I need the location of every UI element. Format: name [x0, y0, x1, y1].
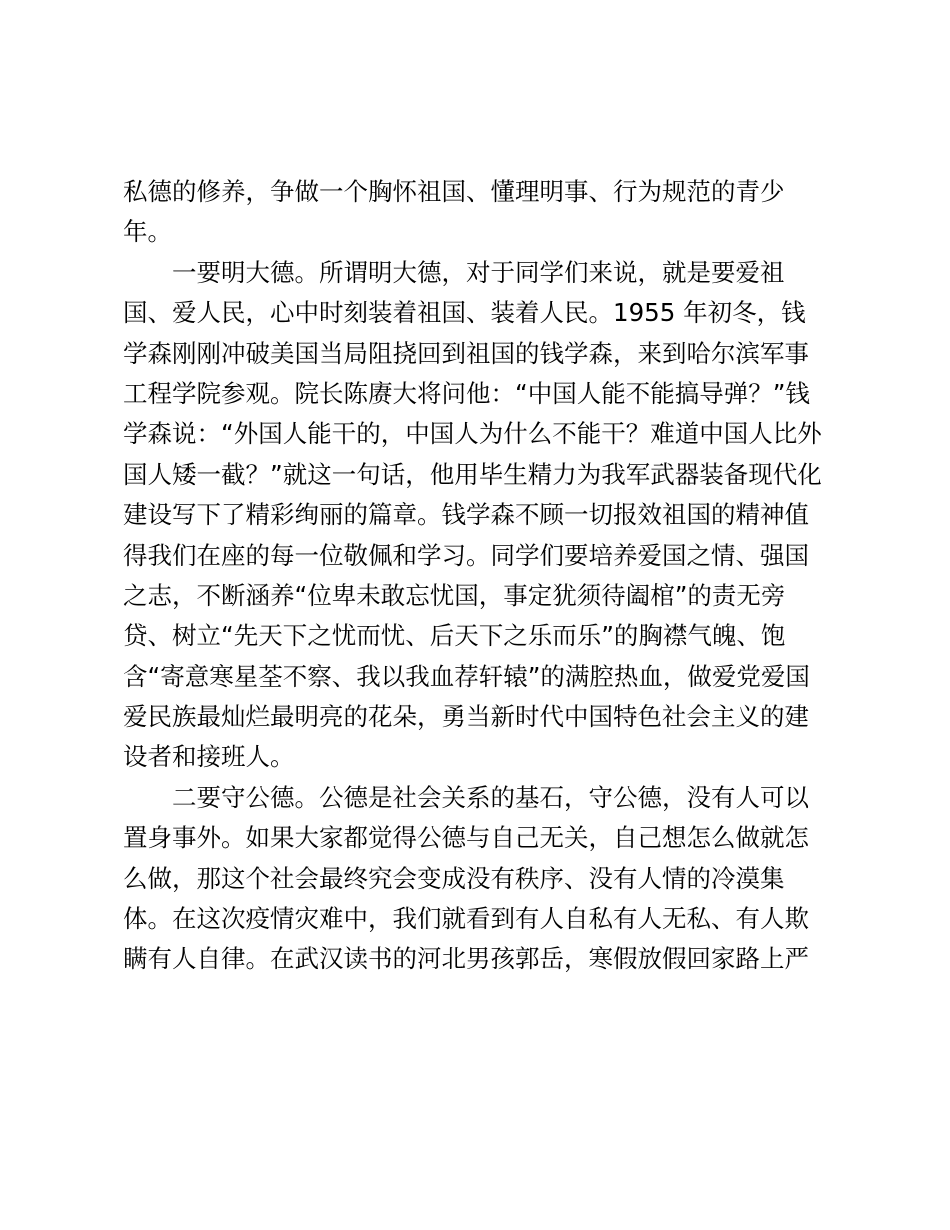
text-line: 国人矮一截？”就这一句话，他用毕生精力为我军武器装备现代化 — [123, 459, 822, 489]
text-line: 私德的修养，争做一个胸怀祖国、懂理明事、行为规范的青少 — [123, 177, 785, 206]
text-line: 建设写下了精彩绚丽的篇章。钱学森不顾一切报效祖国的精神值 — [123, 500, 809, 530]
text-line: 年。 — [123, 217, 172, 247]
text-line: 国、爱人民，心中时刻装着祖国、装着人民。1955 年初冬，钱 — [123, 298, 806, 328]
text-line: 贷、树立“先天下之忧而忧、后天下之乐而乐”的胸襟气魄、饱 — [123, 621, 786, 651]
text-line: 得我们在座的每一位敬佩和学习。同学们要培养爱国之情、强国 — [123, 540, 809, 570]
body-text — [123, 172, 835, 980]
text-line: 学森说：“外国人能干的，中国人为什么不能干？难道中国人比外 — [123, 419, 822, 449]
text-line: 么做，那这个社会最终究会变成没有秩序、没有人情的冷漠集 — [123, 863, 785, 893]
text-line: 学森刚刚冲破美国当局阻挠回到祖国的钱学森，来到哈尔滨军事 — [123, 338, 809, 368]
paragraph-start-line: 一要明大德。所谓明大德，对于同学们来说，就是要爱祖 — [123, 257, 785, 287]
text-line: 体。在这次疫情灾难中，我们就看到有人自私有人无私、有人欺 — [123, 904, 809, 934]
text-line: 爱民族最灿烂最明亮的花朵，勇当新时代中国特色社会主义的建 — [123, 702, 809, 732]
text-line: 置身事外。如果大家都觉得公德与自己无关，自己想怎么做就怎 — [123, 823, 809, 853]
text-line: 工程学院参观。院长陈赓大将问他：“中国人能不能搞导弹？”钱 — [123, 378, 810, 408]
text-line: 设者和接班人。 — [123, 742, 295, 772]
text-line: 之志，不断涵养“位卑未敢忘忧国，事定犹须待阖棺”的责无旁 — [123, 580, 786, 610]
paragraph-start-line: 二要守公德。公德是社会关系的基石，守公德，没有人可以 — [123, 782, 809, 812]
text-line: 瞒有人自律。在武汉读书的河北男孩郭岳，寒假放假回家路上严 — [123, 944, 809, 974]
text-line: 含“寄意寒星荃不察、我以我血荐轩辕”的满腔热血，做爱党爱国 — [123, 661, 810, 691]
